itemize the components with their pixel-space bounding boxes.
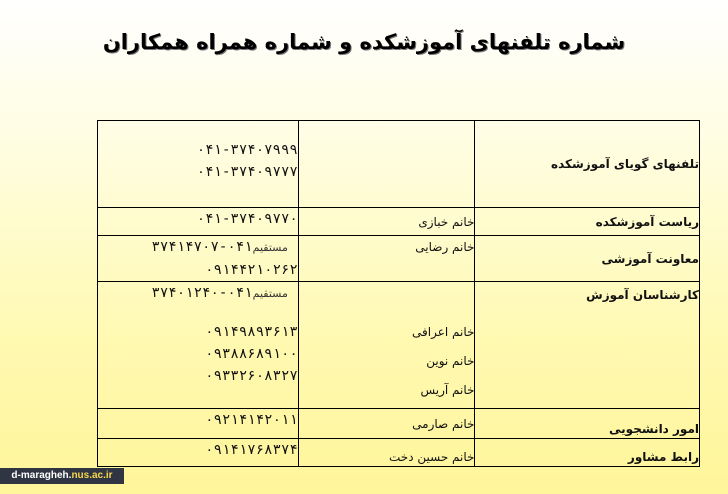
person-cell xyxy=(298,282,475,409)
role-label: معاونت آموزشی xyxy=(601,251,699,266)
person-name: خانم نوین xyxy=(426,354,475,368)
person-name: خانم رضایی xyxy=(415,240,475,254)
role-cell xyxy=(475,208,700,236)
page-title: شماره تلفنهای آموزشکده و شماره همراه همکاران xyxy=(102,30,626,54)
table-row xyxy=(98,236,700,282)
table-row xyxy=(98,439,700,467)
role-cell xyxy=(475,121,700,208)
table-row xyxy=(98,208,700,236)
phone-line xyxy=(98,282,298,305)
person-cell xyxy=(298,409,475,439)
role-label: تلفنهای گویای آموزشکده xyxy=(550,157,699,171)
phone-number: ۰۴۱-۳۷۴۱۴۷۰۷ xyxy=(151,239,253,255)
phone-number: ۰۹۲۱۴۱۴۲۰۱۱ xyxy=(205,412,298,428)
phone-number: ۰۴۱-۳۷۴۰۹۷۷۷ xyxy=(196,164,298,180)
phones-cell xyxy=(98,236,299,282)
person-cell xyxy=(298,236,475,282)
phone-number: ۰۹۳۳۲۶۰۸۳۲۷ xyxy=(205,368,298,384)
contacts-table xyxy=(97,120,700,467)
table-row xyxy=(98,409,700,439)
table-row xyxy=(98,121,700,208)
role-cell xyxy=(475,236,700,282)
phones-cell xyxy=(98,439,299,467)
direct-line-tag: مستقیم xyxy=(252,287,288,300)
phone-number: ۰۴۱-۳۷۴۰۹۷۷۰ xyxy=(196,211,298,227)
person-cell xyxy=(298,208,475,236)
person-name: خانم آریس xyxy=(420,383,475,397)
site-domain-badge xyxy=(0,468,124,484)
phones-cell xyxy=(98,409,299,439)
phones-cell xyxy=(98,121,299,208)
person-name: خانم حسین دخت xyxy=(389,450,475,464)
direct-line-tag: مستقیم xyxy=(252,241,288,254)
phone-number: ۰۴۱-۳۷۴۰۱۲۴۰ xyxy=(151,285,253,301)
phone-number: ۰۹۱۴۹۸۹۳۶۱۳ xyxy=(205,324,298,340)
person-name: خانم صارمی xyxy=(412,416,475,431)
phones-cell xyxy=(98,208,299,236)
person-name: خانم اعرافی xyxy=(412,325,475,339)
role-label: رابط مشاور xyxy=(627,450,699,464)
role-cell xyxy=(475,282,700,409)
phone-number: ۰۹۱۴۴۲۱۰۲۶۲ xyxy=(205,262,298,278)
person-cell xyxy=(298,121,475,208)
person-name: خانم خبازی xyxy=(418,214,475,229)
person-cell xyxy=(298,439,475,467)
role-label: امور دانشجویی xyxy=(609,422,699,436)
role-cell xyxy=(475,409,700,439)
role-label: ریاست آموزشکده xyxy=(595,214,699,229)
table-row xyxy=(98,282,700,409)
phone-number: ۰۴۱-۳۷۴۰۷۹۹۹ xyxy=(196,142,298,158)
domain-suffix: nus.ac.ir xyxy=(71,470,113,481)
phone-number: ۰۹۳۸۸۶۸۹۱۰۰ xyxy=(205,346,298,362)
phone-number: ۰۹۱۴۱۷۶۸۳۷۴ xyxy=(205,442,298,458)
phones-cell xyxy=(98,282,299,409)
role-label: کارشناسان آموزش xyxy=(586,288,699,302)
phone-line xyxy=(98,236,298,259)
domain-prefix: d-maragheh. xyxy=(11,470,72,481)
role-cell xyxy=(475,439,700,467)
